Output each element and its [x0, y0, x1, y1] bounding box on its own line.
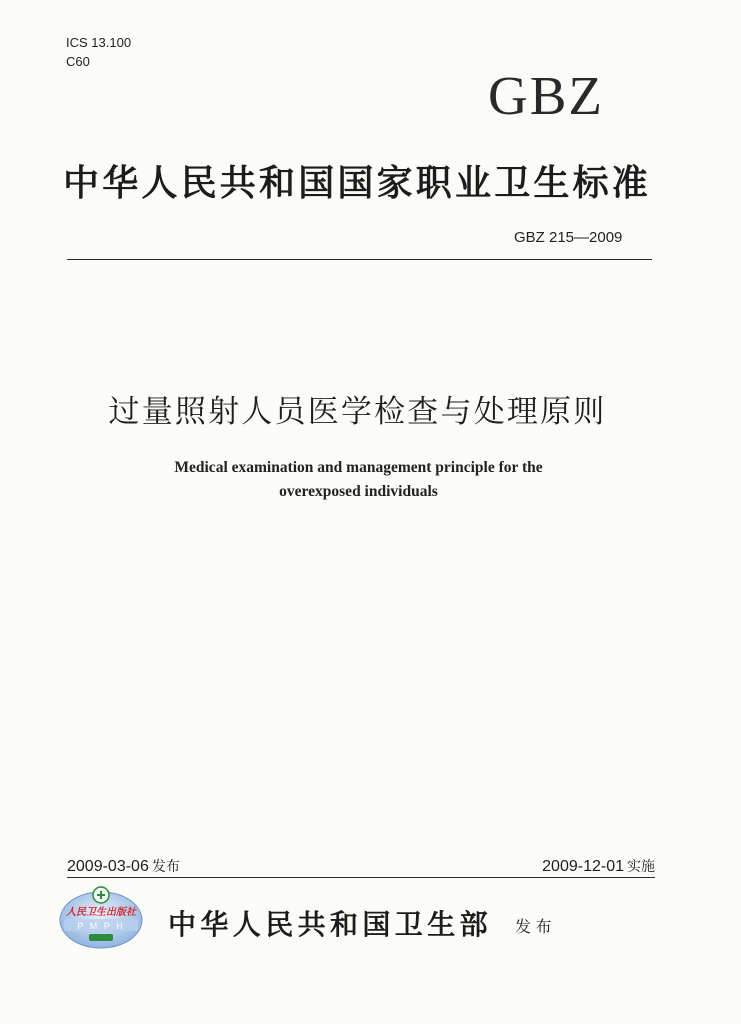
- issue-label: 发布: [151, 858, 180, 874]
- header-divider: [67, 259, 652, 260]
- implement-date-block: [542, 856, 655, 877]
- issue-date-block: [67, 856, 180, 877]
- classification-codes: [66, 33, 131, 71]
- standard-category: 中华人民共和国国家职业卫生标准: [63, 163, 652, 203]
- implement-label: 实施: [627, 858, 655, 874]
- ics-code: ICS 13.100: [66, 35, 132, 50]
- standard-number: GBZ 215—2009: [514, 229, 623, 246]
- implement-date: 2009-12-01: [542, 858, 624, 875]
- issue-date: 2009-03-06: [67, 858, 149, 875]
- document-title-chinese: 过量照射人员医学检查与处理原则: [108, 394, 607, 429]
- ccs-code: C60: [66, 54, 90, 69]
- document-title-english: [0, 456, 717, 504]
- publisher-name: 中华人民共和国卫生部: [168, 910, 493, 941]
- logo-abbr: P M P H: [77, 921, 125, 931]
- standard-code-mark: GBZ: [488, 65, 604, 126]
- footer-divider: [67, 877, 655, 878]
- logo-publisher-text: 人民卫生出版社: [66, 907, 136, 918]
- publisher-logo-icon: [58, 884, 144, 950]
- english-title-line-1: Medical examination and management principle for the: [174, 459, 543, 476]
- publisher-action: 发 布: [515, 919, 552, 936]
- english-title-line-2: overexposed individuals: [279, 483, 438, 500]
